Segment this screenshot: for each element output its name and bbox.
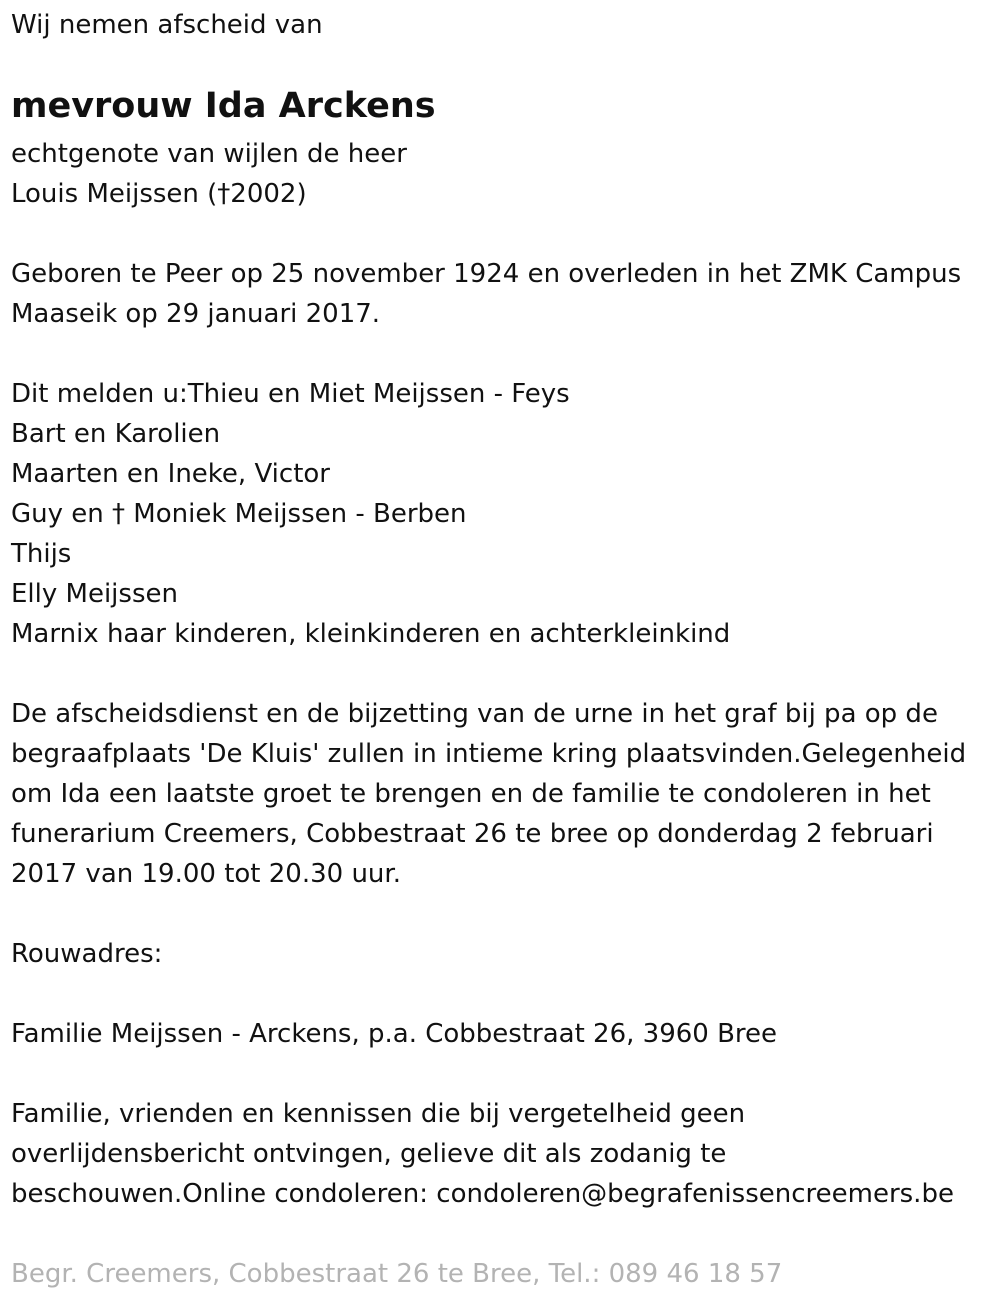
service-line: begraafplaats 'De Kluis' zullen in intieme kring plaatsvinden.Gelegenheid [11,739,967,769]
family-line: Maarten en Ineke, Victor [11,459,330,489]
service-line: om Ida een laatste groet te brengen en de familie te condoleren in het [11,779,931,809]
service-line: funerarium Creemers, Cobbestraat 26 te bree op donderdag 2 februari [11,819,934,849]
birth-death-line: Geboren te Peer op 25 november 1924 en overleden in het ZMK Campus [11,259,962,289]
family-line: Guy en † Moniek Meijssen - Berben [11,499,467,529]
notice-block [11,1094,954,1214]
notice-line: beschouwen.Online condoleren: condoleren@begrafenissencreemers.be [11,1179,954,1209]
spouse-block [11,134,407,214]
family-line: Marnix haar kinderen, kleinkinderen en achterkleinkind [11,619,731,649]
service-line: 2017 van 19.00 tot 20.30 uur. [11,859,401,889]
spouse-line: Louis Meijssen (†2002) [11,179,307,209]
intro-text: Wij nemen afscheid van [11,10,323,40]
service-block [11,694,966,894]
address-label: Rouwadres: [11,939,163,969]
spouse-line: echtgenote van wijlen de heer [11,139,407,169]
family-block [11,374,730,654]
birth-death-line: Maaseik op 29 januari 2017. [11,299,381,329]
address-label-block [11,934,162,974]
address-text: Familie Meijssen - Arckens, p.a. Cobbestraat 26, 3960 Bree [11,1019,778,1049]
address-block [11,1014,777,1054]
funeral-home-footer: Begr. Creemers, Cobbestraat 26 te Bree, Tel.: 089 46 18 57 [11,1259,783,1289]
family-line: Elly Meijssen [11,579,178,609]
family-line: Bart en Karolien [11,419,221,449]
deceased-name: mevrouw Ida Arckens [11,86,436,126]
family-line: Dit melden u:Thieu en Miet Meijssen - Feys [11,379,570,409]
notice-line: Familie, vrienden en kennissen die bij vergetelheid geen [11,1099,746,1129]
family-line: Thijs [11,539,72,569]
footer-block [11,1254,782,1294]
birth-death-block [11,254,961,334]
service-line: De afscheidsdienst en de bijzetting van de urne in het graf bij pa op de [11,699,938,729]
notice-line: overlijdensbericht ontvingen, gelieve dit als zodanig te [11,1139,727,1169]
